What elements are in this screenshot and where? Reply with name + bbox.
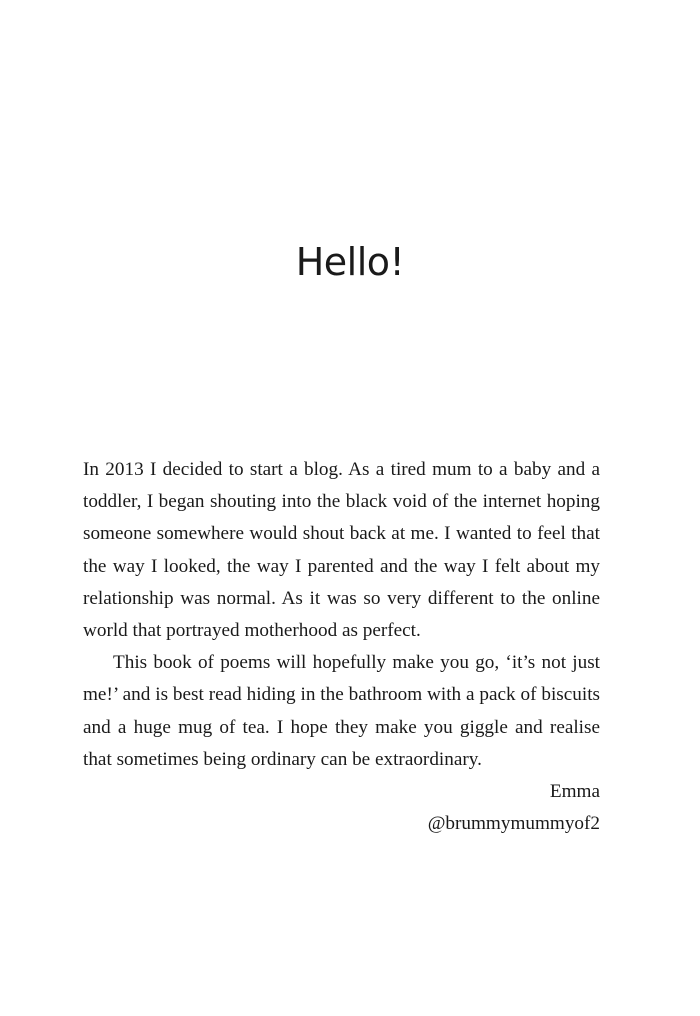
body-text	[83, 454, 600, 840]
page-title: Hello!	[295, 240, 405, 284]
signature-handle: @brummymummyof2	[427, 813, 600, 835]
paragraph-intro: In 2013 I decided to start a blog. As a tired mum to a baby and a toddler, I began shouting into the black void of the internet hoping someone somewhere would shout back at me. I wanted to feel that the way I looked, the way I parented and the way I felt about my relationship was normal. As it was so very different to the online world that portrayed motherhood as perfect.	[83, 459, 600, 642]
signature-name: Emma	[549, 781, 600, 803]
paragraph-book-description: This book of poems will hopefully make you go, ‘it’s not just me!’ and is best read hiding in the bathroom with a pack of biscuits and a huge mug of tea. I hope they make you giggle and realise that sometimes being ordinary can be extraordinary.	[83, 652, 600, 770]
